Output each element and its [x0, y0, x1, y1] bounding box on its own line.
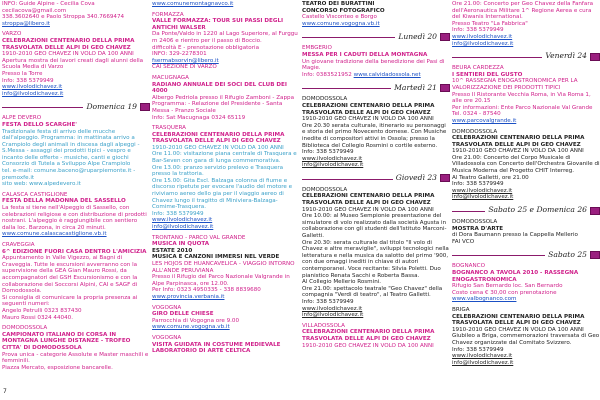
event-place: Presso il Rifugio del Parco Nazionale Valgrande in Alpe Parpinasca, ore 12.00. — [152, 274, 290, 287]
email-link[interactable]: info@ilvolodichavez.it — [302, 162, 364, 169]
event-site[interactable]: sito web: www.alpedevero.it — [2, 181, 81, 188]
event-body: Ore 13.00: pranzo servizio prelevo e Trasquera presso la trattoria. — [152, 164, 284, 178]
email-link[interactable]: info@ilvolodichavez.it — [452, 359, 514, 366]
event-body: Ore 15.00: Gita Escl. Balzaga colonna di fiume e discorso ripetute per evocare l'audio del motore e riviviamo aereo dello gia per il viaggio aereo di Chavez lungo il tragitto di Miniviera-Balzaga-Comime-Trasquera. — [152, 177, 293, 211]
website-link[interactable]: www.ilvolodichavez.it — [452, 33, 513, 40]
event-location: VARZO — [2, 31, 22, 38]
event-location: VOGOGNA — [152, 304, 182, 311]
event-body: Prova unica - categorie Assolute e Master maschili e femminili. — [2, 351, 149, 365]
day-marker-box — [440, 174, 450, 182]
email-link[interactable]: info@ilvolodichavez.it — [452, 194, 514, 201]
event-formazza — [152, 12, 300, 71]
event-mostra-arte — [452, 219, 600, 245]
event-body: di Dora Baumann presso la Cappella Mellerio — [452, 232, 578, 239]
event-title: VALLE FORMAZZA: TOUR SUI PASSI DEGLI ANTICHI WALSER — [152, 18, 284, 31]
event-location: VOGOGNA — [152, 334, 182, 341]
event-info: Per Info: 0323 4950335 - 338 8839680 — [152, 287, 261, 294]
event-body: Ore 21.00: spettacolo teatrale "Geo Chavez" della compagnia "Verdi di teatro", al Teatro Galletti. — [302, 285, 443, 299]
event-vogogna-visita — [152, 335, 300, 355]
event-domodossola-corsa — [2, 325, 150, 371]
email-link[interactable]: info@ilvolodichavez.it — [302, 312, 364, 319]
day-marker-box — [590, 207, 600, 215]
website-link[interactable]: www.ilvolodichavez.it — [152, 217, 213, 224]
website-link[interactable]: www.comune.vogogna.vb.it — [302, 20, 380, 27]
website-link[interactable]: www.calvidadossola.net — [353, 71, 421, 78]
email-link[interactable]: fsermabsorvin@libero.it — [152, 57, 219, 64]
event-beura-cardezza — [452, 65, 600, 124]
phone-line: Angelo Petrulli 0323 837430 — [2, 307, 82, 314]
day-marker-box — [590, 251, 600, 259]
event-body: 1910-2010 GEO CHAVEZ IN VOLO DA 100 ANNI — [302, 116, 434, 123]
info-line: INFO: Guide Alpine - Cecilia Cova cecilacova@gmail.com — [2, 1, 95, 14]
day-header — [2, 101, 150, 112]
day-header — [452, 249, 600, 260]
website-link[interactable]: www.comunemontagnavco.it — [152, 1, 234, 7]
divider — [452, 57, 542, 58]
event-title: CELEBRAZIONI CENTENARIO DELLA PRIMA TRASVOLATA DELLE ALPI DI GEO CHAVEZ — [302, 329, 435, 342]
event-title: BOGNANCO A TAVOLA 2010 - RASSEGNA ENOGASTRONOMICA — [452, 270, 579, 283]
event-body: 1910-2010 GEO CHAVEZ IN VOLO DA 100 ANNI — [452, 148, 584, 155]
event-location: DOMODOSSOLA — [452, 128, 498, 135]
column-3 — [302, 1, 450, 393]
event-location: CRAVEGGIA — [2, 242, 35, 248]
event-place: Consorzio di Tutela a Sviluppo Alpe Crampiolo — [2, 161, 131, 168]
event-bognanco — [452, 263, 600, 303]
event-calasca — [2, 192, 150, 238]
event-info: FAI VCO — [452, 238, 475, 245]
event-location: MACUGNAGA — [152, 74, 189, 81]
website-link[interactable]: www.valbognanco.com — [452, 296, 517, 303]
event-title: CELEBRAZIONI CENTENARIO DELLA PRIMA TRASVOLATA DELLE ALPI DI GEO CHAVEZ — [2, 37, 135, 51]
day-header — [302, 173, 450, 184]
event-difficulty: difficoltà E - prenotazione obbligatoria — [152, 44, 260, 51]
event-location: CALASCA CASTIGLIONE — [2, 191, 68, 198]
event-info: Info: 338 5379949 — [302, 149, 354, 156]
event-place: Castello Visconteo e Borgo — [302, 14, 377, 21]
event-title: GIRO DELLE CHIESE — [152, 311, 214, 318]
event-location: BEURA CARDEZZA — [452, 65, 504, 72]
website-link[interactable]: www.ilvolodichavez.it — [302, 155, 363, 162]
website-link[interactable]: www.comune.calascacastiglione.vb.it — [2, 231, 107, 238]
event-body: La festa si tiene nell'Alpeggio di Sassello, con celebrazioni religiose e con distribuzione di prodotti nostrani. L'alpeggio è raggiungibile con sentiero dalla loc. Barzona, in circa 20 minuti. — [2, 205, 147, 231]
event-title: CELEBRAZIONI CENTENARIO DELLA PRIMA TRASVOLATA DELLE ALPI DI GEO CHAVEZ — [452, 313, 585, 327]
event-top-link — [152, 1, 300, 8]
event-info: INFO: 329-2278301 — [152, 51, 207, 58]
event-body: 1910-2010 GEO CHAVEZ IN VOLO DA 100 ANNI Apertura mostra dei lavori creati dagli alunni della Scuola Media di Varzo — [2, 51, 144, 71]
day-label: Martedì 21 — [394, 82, 437, 92]
event-alpe-devero — [2, 115, 150, 188]
day-marker-box — [440, 33, 450, 41]
event-body: Giubileo a Briga, commemorazioni traversata di Geo Chavez organizzate dal Comitato Svizzero. — [452, 333, 600, 346]
event-location: DOMODOSSOLA — [302, 96, 348, 103]
event-title: CELEBRAZIONI CENTENARIO DELLA PRIMA TRASVOLATA DELLE ALPI DI GEO CHAVEZ — [452, 135, 585, 148]
event-body: Ore 11.00: visitazione piana centrale di Trasquera e Bar-Seven con gara di lunga commemorativa. — [152, 151, 297, 165]
event-title: CELEBRAZIONI CENTENARIO DELLA PRIMA TRASVOLATA DELLE ALPI DI GEO CHAVEZ — [302, 193, 435, 207]
event-domodossola-23 — [302, 187, 450, 319]
event-body: Albergo Pedriola presso il Rifugio Zamboni - Zappa Programma: - Relazione del Presidente - Santa Messa - Pranzo Sociale — [152, 94, 295, 114]
day-header — [302, 31, 450, 42]
event-body: 10^ RASSEGNA ENOGASTRONOMICA PER LA VALORIZZAZIONE DEI PRODOTTI TIPICI — [452, 78, 578, 91]
event-body: Un giovane tradizione della benedizione dei Pasi di Magie. — [302, 58, 445, 72]
event-cost: Costo cena € 30,00 con prenotazione — [452, 289, 557, 296]
event-info-phone: Info: 0383521952 — [302, 71, 352, 78]
day-label: Sabato 25 — [548, 249, 587, 259]
event-body: Al Collegio Mellerio Rosmini. — [302, 279, 382, 286]
divider — [2, 107, 83, 108]
event-body: Ore 20.30 serata culturale, itinerario su personaggi e storia del primo Novecento domese. Con Musiche inedite di compositori attivi in Ossola; presso la Biblioteca del Collegio Rosmini o cortile esterno. — [302, 122, 447, 149]
event-body: Ore 10.00: al Museo Sempionie presentazione del simulatore di volo realizzato dalla società Agusta in collaborazione con gli studenti dell'Istituto Marconi-Galletti. — [302, 213, 447, 240]
event-domodossola-24 — [452, 129, 600, 202]
divider — [452, 211, 485, 212]
website-link[interactable]: www.ilvolodichavez.it — [452, 353, 513, 360]
day-header — [302, 82, 450, 93]
event-title: MOSTRA D'ARTE — [452, 225, 504, 232]
divider — [302, 179, 393, 180]
day-label: Giovedì 23 — [395, 173, 437, 183]
event-craveggia — [2, 242, 150, 321]
event-body: Ore 21.00: Concerto del Corpo Musicale di Villadossola con Concerto dell'Orchestra Giovanile di Musica Moderna del Progetto CHIT Interreg. — [452, 154, 600, 175]
event-place: Presso Il Ristorante Vecchia Roma, in Via Roma 1, alle ore 20.15 — [452, 91, 591, 105]
column-1 — [2, 1, 150, 393]
event-title: CELEBRAZIONI CENTENARIO DELLA PRIMA TRASVOLATA DELLE ALPI DI GEO CHAVEZ — [302, 102, 435, 116]
event-location: TRONTANO - PARCO VAL GRANDE — [152, 234, 246, 241]
event-body: LES HOJOS DE HUANCAVELICA - VIAGGIO INTORNO ALL'ANDE PERUVIANA — [152, 260, 295, 274]
event-macugnaga — [152, 75, 300, 121]
event-title: CONCORSO FOTOGRAFICO — [302, 7, 385, 14]
page-number: 7 — [3, 388, 7, 395]
event-body: 1910-2010 GEO CHAVEZ IN VOLO DA 100 ANNI — [452, 326, 584, 333]
event-title: RADIANO ANNUALE DEI SOCI DEL CLUB DEI 4000 — [152, 81, 287, 95]
event-title: CAMPIONATO ITALIANO DI CORSA IN MONTAGNA LUNGHE DISTANZE - TROFEO CITTA' DI DOMODOSSOLA — [2, 331, 131, 351]
email-link[interactable]: info@ilvolodichavez.it — [2, 90, 64, 97]
website-link[interactable]: www.parcovalgrande.it — [452, 117, 517, 124]
event-info: Info: 338 5379949 — [452, 27, 504, 34]
divider — [452, 255, 545, 256]
column-2 — [152, 1, 300, 393]
event-body: Da Ponte/Valdo in 1220 al Lago Superiore, al Furggu m 2406 e rientro per il passo di Boccio. — [152, 31, 298, 44]
event-info: Info: 338 5379949 — [452, 181, 504, 188]
event-body: Parrocchia di Vogogna ore 9.00 — [152, 317, 240, 324]
event-location: VILLADOSSOLA — [302, 322, 345, 329]
event-vogogna-chiese — [152, 305, 300, 331]
email-link[interactable]: info@ilvolodichavez.it — [152, 224, 214, 230]
day-label: Domenica 19 — [86, 101, 137, 111]
event-body: 1910-2010 GEO CHAVEZ IN VOLO DA 100 ANNI — [152, 144, 284, 151]
event-location: BRIGA — [452, 306, 470, 313]
event-location: ALPE DEVERO — [2, 115, 42, 122]
event-info: Info: 338 5379949 — [152, 210, 204, 217]
event-organizer: CAI SEZIONE DI VARZO — [152, 64, 217, 71]
event-subtitle: ESTATE 2010 — [152, 247, 193, 254]
event-briga — [452, 307, 600, 366]
event-title: VISITA GUIDATA IN COSTUME MEDIEVALE LABORATORIO DI ARTE CELTICA — [152, 341, 281, 355]
event-place: Piazza Mercato, esposizione bancarelle. — [2, 364, 113, 371]
event-body: Ore 21.00: Concerto per Geo Chavez della Fanfara dell'Aeronautica Militare 1^ Regione Aerea e cura del Kiwanis International. — [452, 1, 594, 21]
event-title: I SENTIERI DEL GUSTO — [452, 71, 523, 78]
event-location: DOMODOSSOLA — [302, 186, 348, 193]
event-body: 1910-2010 GEO CHAVEZ IN VOLO DA 100 ANNI — [302, 206, 434, 213]
day-header — [452, 51, 600, 62]
event-note: Si consiglia di comunicare la propria presenza ai seguenti numeri: — [2, 294, 138, 308]
email-link[interactable]: info@ilvolodichavez.it — [452, 40, 514, 47]
event-contact: tel. e-mail: comune.baceno@ruparpiemonte.it - premoxfe.it — [2, 168, 136, 181]
event-trasquera — [152, 125, 300, 231]
event-subtitle: MUSICA E CANZONI IMMERSI NEL VERDE — [152, 254, 280, 261]
column-4 — [452, 1, 600, 393]
divider — [302, 37, 395, 38]
info-line: 338.3602640 e Paolo Stroppa 340.7669474 — [2, 14, 125, 21]
event-location: FORMAZZA — [152, 11, 184, 18]
website-link[interactable]: www.provincia.verbania.it — [152, 293, 225, 300]
event-location: DOMODOSSOLA — [2, 325, 48, 332]
day-header — [452, 205, 600, 216]
event-trontano — [152, 235, 300, 301]
website-link[interactable]: www.ilvolodichavez.it — [302, 305, 363, 312]
event-location: TEATRO DEI BURATTINI — [302, 1, 375, 7]
event-body: Ore 20.30: serata culturale dal titolo "Il volo di Chavez e altre meraviglie", sviluppi tecnologici nella letteratura e nella musica da salotto del primo '900, con due omaggi inediti in chiave di autori contemporanei. Voce recitante: Silvia Poletti. Duo pianistico Renata Sacchi e Roberta Bassa. — [302, 239, 449, 279]
day-marker-box — [590, 53, 600, 61]
website-link[interactable]: www.ilvolodichavez.it — [452, 187, 513, 194]
event-guide-info — [2, 1, 150, 27]
day-marker-box — [140, 103, 150, 111]
event-info: Info: 338 5379949 — [302, 298, 354, 305]
event-info: Info: 338 5379949 — [2, 77, 54, 84]
event-body: Appuntamento in Valle Vigezzo, ai Bagni di Craveggia. Tutte le escursioni avverranno con la supervisione della GEA Gian Mauro Rossi, da accompagnatori del GSH Escursionismo e con la collaborazione dei Soccorsi Alpini, CAI e SAGF di Domodossola. — [2, 255, 138, 295]
day-label: Venerdì 24 — [545, 51, 587, 61]
event-villadossola — [302, 323, 450, 349]
event-domodossola-21 — [302, 96, 450, 169]
event-place: Rifugio San Bernardo loc. San Bernardo — [452, 283, 563, 290]
email-link[interactable]: stroppa@libero.it — [2, 20, 50, 27]
event-varzo — [2, 31, 150, 97]
event-place: Presso Teatro "La Fabbrica" — [452, 20, 528, 27]
event-body: Al Teatro Galletti, ore 21.00 — [452, 174, 529, 181]
event-body: Tradizionale festa di arrivo delle mucche dall'alpeggio. Programma: in mattinata arrivo a Crampiolo degli animali in discesa dagli alpeggi - S.Messa - assaggi dei prodotti tipici - vespro e incanto delle offerte - musiche, canti e giochi — [2, 128, 140, 161]
event-info: Per informazioni: Ente Parco Nazionale Val Grande Tel. 0324 - 87540 — [452, 104, 593, 118]
event-location: TRASQUERA — [152, 125, 186, 132]
event-location: BOGNANCO — [452, 263, 485, 270]
event-location: DOMODOSSOLA — [452, 219, 498, 226]
event-concerto-fanfara — [452, 1, 600, 47]
event-vogogna-concorso — [302, 1, 450, 27]
event-title: FESTA DELLO SCARGHE' — [2, 121, 78, 128]
phone-line: Mauro Rossi 0324 44040. — [2, 314, 73, 321]
divider — [302, 88, 391, 89]
day-label: Lunedì 20 — [398, 31, 437, 41]
event-info: Info: 338 5379949 — [452, 346, 504, 353]
website-link[interactable]: www.ilvolodichavez.it — [2, 84, 63, 91]
event-info — [302, 72, 450, 79]
day-label: Sabato 25 e Domenica 26 — [488, 205, 587, 215]
event-info: Info: Sat Macugnaga 0324 65119 — [152, 114, 246, 121]
event-title: FESTA DELLA MADONNA DEL SASSELLO — [2, 198, 126, 205]
website-link[interactable]: www.comune.vogogna.vb.it — [152, 324, 230, 331]
event-body: 1910-2010 GEO CHAVEZ IN VOLO DA 100 ANNI — [302, 342, 434, 349]
event-title: CELEBRAZIONI CENTENARIO DELLA PRIMA TRASVOLATA DELLE ALPI DI GEO CHAVEZ — [152, 131, 285, 145]
day-marker-box — [440, 84, 450, 92]
event-location: EMBGERIO — [302, 45, 332, 52]
event-title: 6^ EDIZIONE FUORI CASA DENTRO L'AMICIZIA — [2, 248, 147, 255]
event-embgerio — [302, 45, 450, 78]
event-title: MESSA PER I CADUTI DELLA MONTAGNA — [302, 51, 428, 58]
event-title: MUSICA IN QUOTA — [152, 241, 210, 248]
event-place: Presso la Torre — [2, 70, 43, 77]
